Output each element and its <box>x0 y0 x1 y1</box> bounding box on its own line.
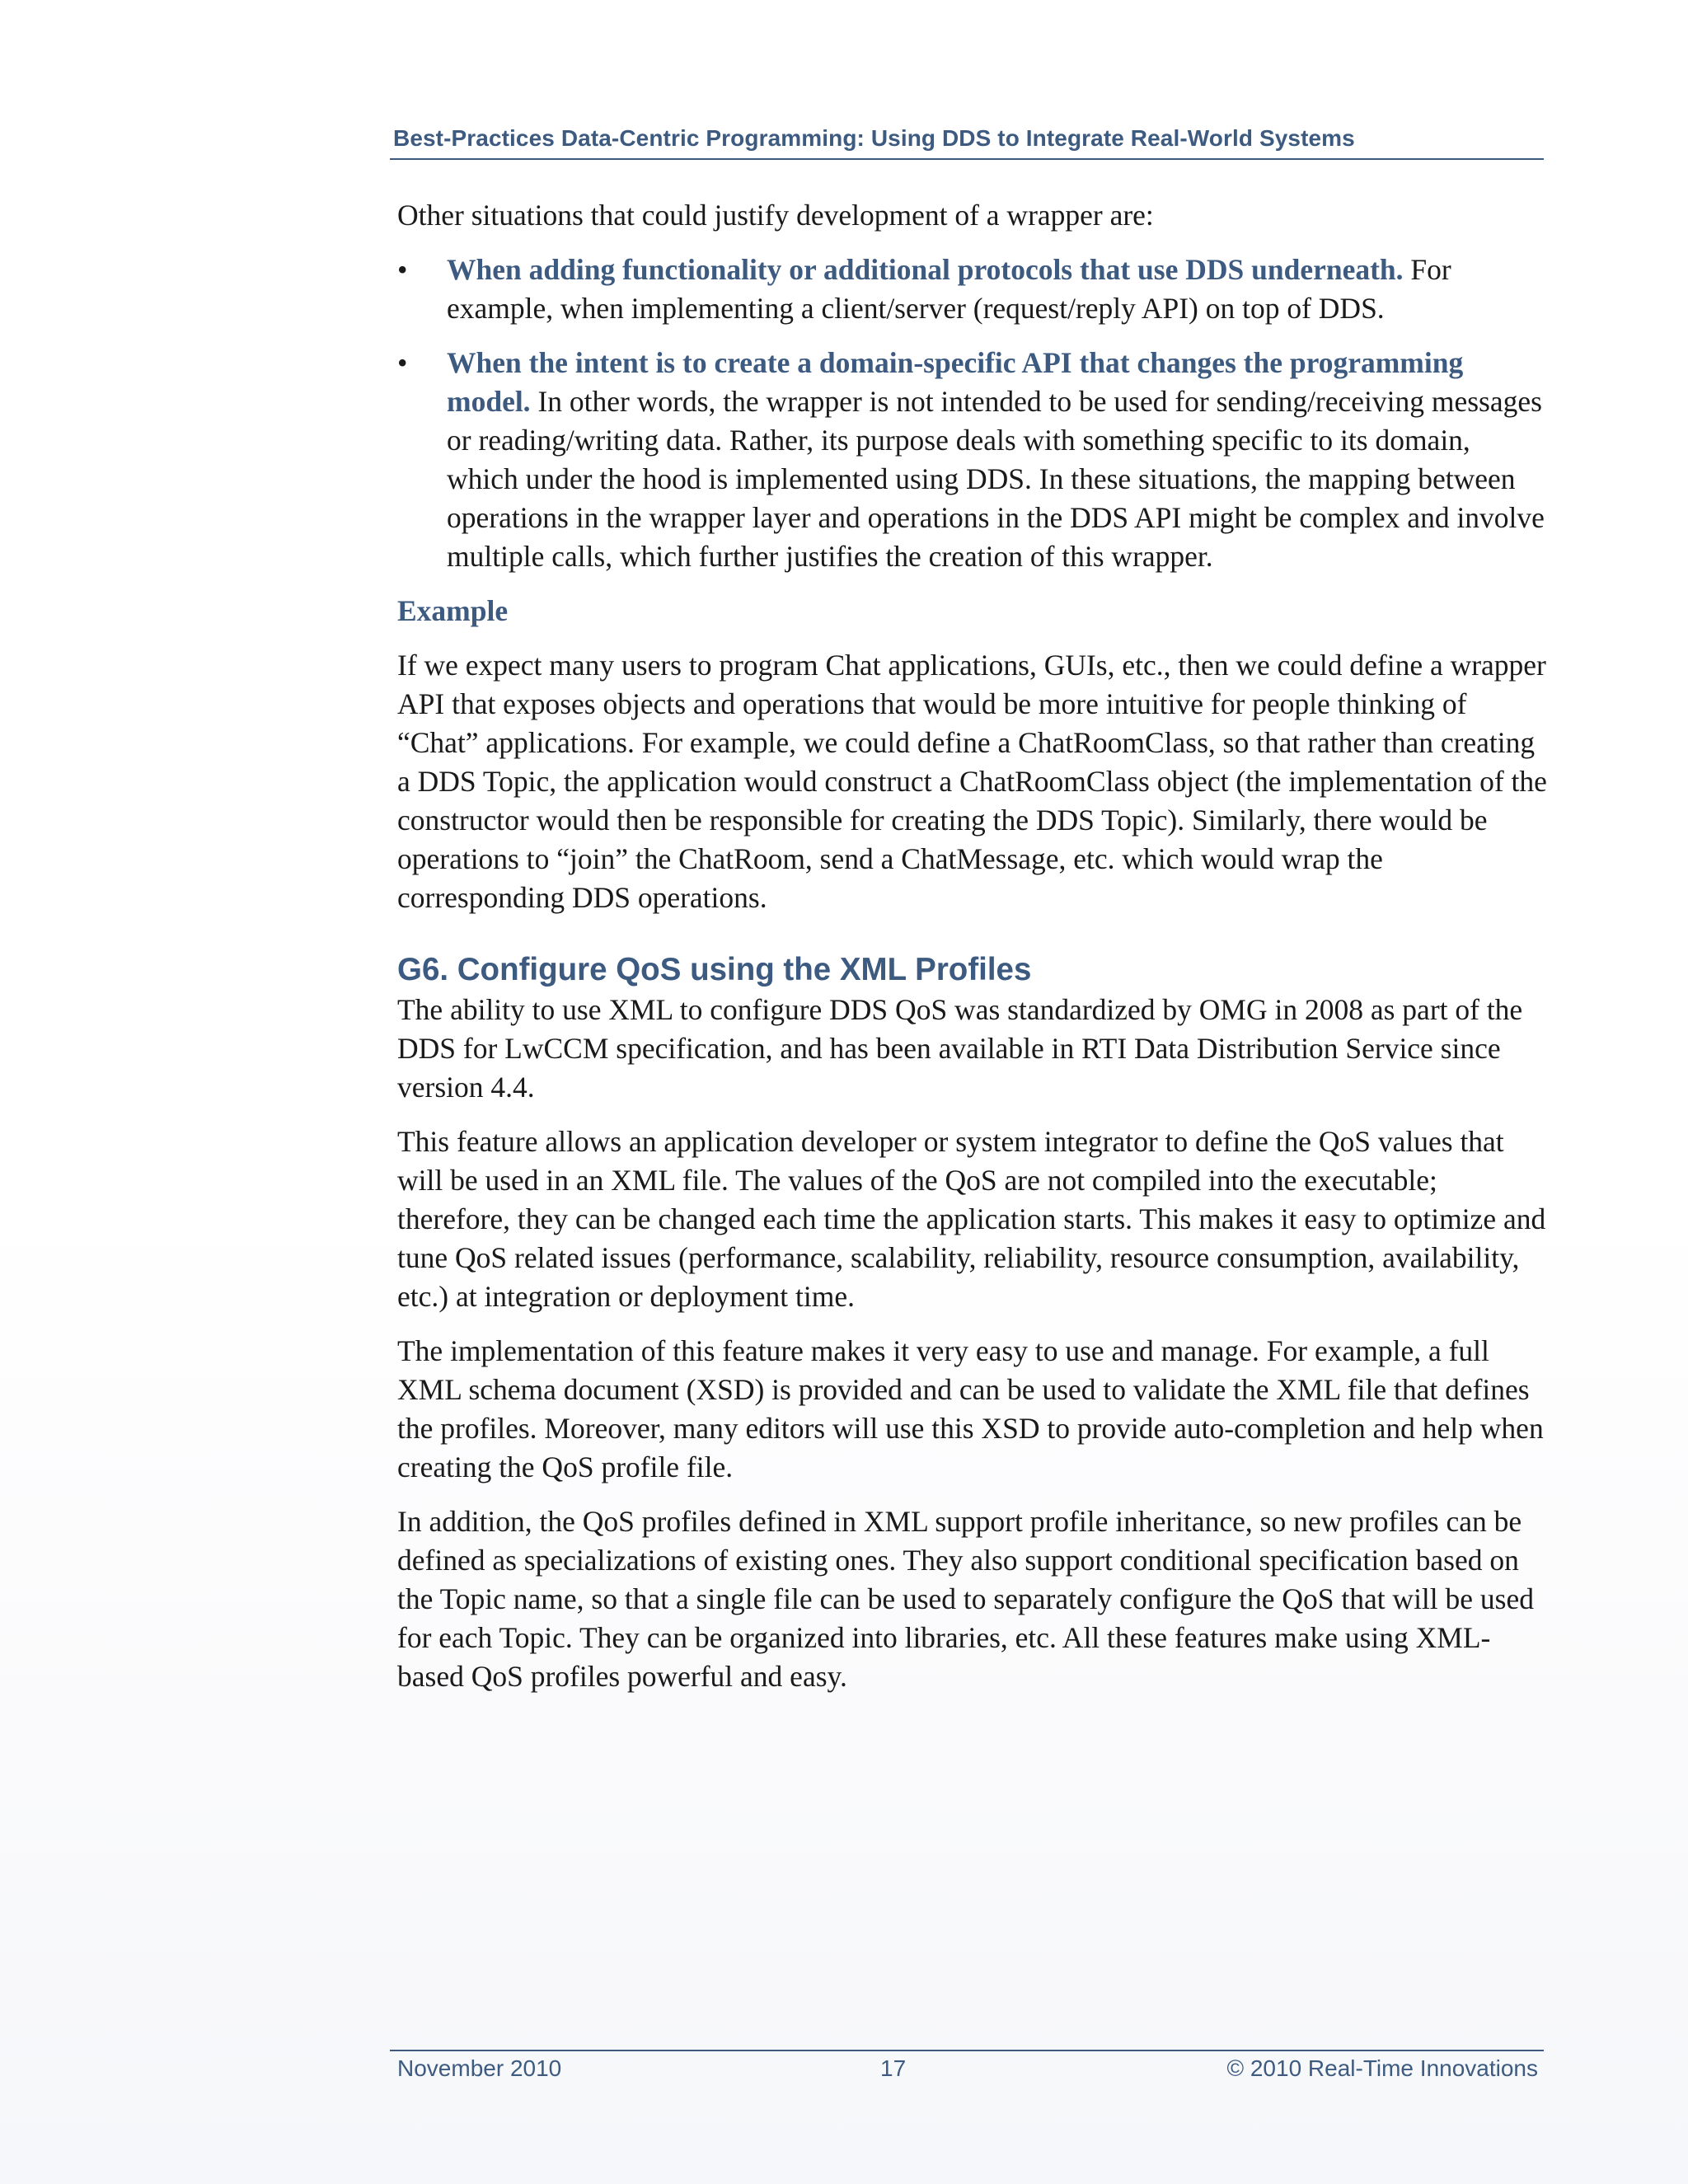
section-heading: G6. Configure QoS using the XML Profiles <box>397 952 1032 987</box>
bullet-item <box>397 344 1547 576</box>
bullet-text: In other words, the wrapper is not intended to be used for sending/receiving messages or reading/writing data. Rather, its purpose deals with something specific to its domain, which under the hood is implemented using DDS. In these situations, the mapping between operations in the wrapper layer and operations in the DDS API might be complex and involve multiple calls, which further justifies the creation of this wrapper. <box>447 385 1545 573</box>
footer-rule <box>390 2050 1544 2051</box>
bullet-text: For example, when implementing a client/server (request/reply API) on top of DDS. <box>447 253 1451 325</box>
bullet-lead: When the intent is to create a domain-specific API that changes the programming model. <box>447 346 1464 418</box>
bullet-item <box>397 251 1547 328</box>
page-number: 17 <box>880 2055 907 2081</box>
page-body <box>397 196 1547 1712</box>
bullet-lead: When adding functionality or additional protocols that use DDS underneath. <box>447 253 1404 286</box>
section-paragraph: This feature allows an application developer or system integrator to define the QoS values that will be used in an XML file. The values of the QoS are not compiled into the executable; therefore, they can be changed each time the application starts. This makes it easy to optimize and tune QoS related issues (performance, scalability, reliability, resource consumption, availability, etc.) at integration or deployment time. <box>397 1125 1546 1313</box>
bullet-list <box>397 251 1547 576</box>
section-paragraph: In addition, the QoS profiles defined in XML support profile inheritance, so new profiles can be defined as specializations of existing ones. They also support conditional specification based on the Topic name, so that a single file can be used to separately configure the QoS that will be used for each Topic. They can be organized into libraries, etc. All these features make using XML-based QoS profiles powerful and easy. <box>397 1505 1534 1693</box>
footer-date: November 2010 <box>397 2055 562 2081</box>
running-header: Best-Practices Data-Centric Programming: Using DDS to Integrate Real-World Systems <box>393 125 1355 151</box>
bullet-marker: • <box>397 253 408 286</box>
section-paragraph: The ability to use XML to configure DDS QoS was standardized by OMG in 2008 as part of the DDS for LwCCM specification, and has been available in RTI Data Distribution Service since version 4.4. <box>397 993 1523 1104</box>
intro-paragraph: Other situations that could justify development of a wrapper are: <box>397 199 1154 232</box>
example-heading: Example <box>397 594 509 627</box>
example-paragraph: If we expect many users to program Chat applications, GUIs, etc., then we could define a wrapper API that exposes objects and operations that would be more intuitive for people thinking of “Chat” applications. For example, we could define a ChatRoomClass, so that rather than creating a DDS Topic, the application would construct a ChatRoomClass object (the implementation of the constructor would then be responsible for creating the DDS Topic). Similarly, there would be operations to “join” the ChatRoom, send a ChatMessage, etc. which would wrap the corresponding DDS operations. <box>397 649 1547 914</box>
footer-copyright: © 2010 Real-Time Innovations <box>1226 2055 1538 2081</box>
header-rule <box>390 158 1544 160</box>
section-paragraph: The implementation of this feature makes it very easy to use and manage. For example, a full XML schema document (XSD) is provided and can be used to validate the XML file that defines the profiles. Moreover, many editors will use this XSD to provide auto-completion and help when creating the QoS profile file. <box>397 1334 1544 1483</box>
bullet-marker: • <box>397 346 408 379</box>
